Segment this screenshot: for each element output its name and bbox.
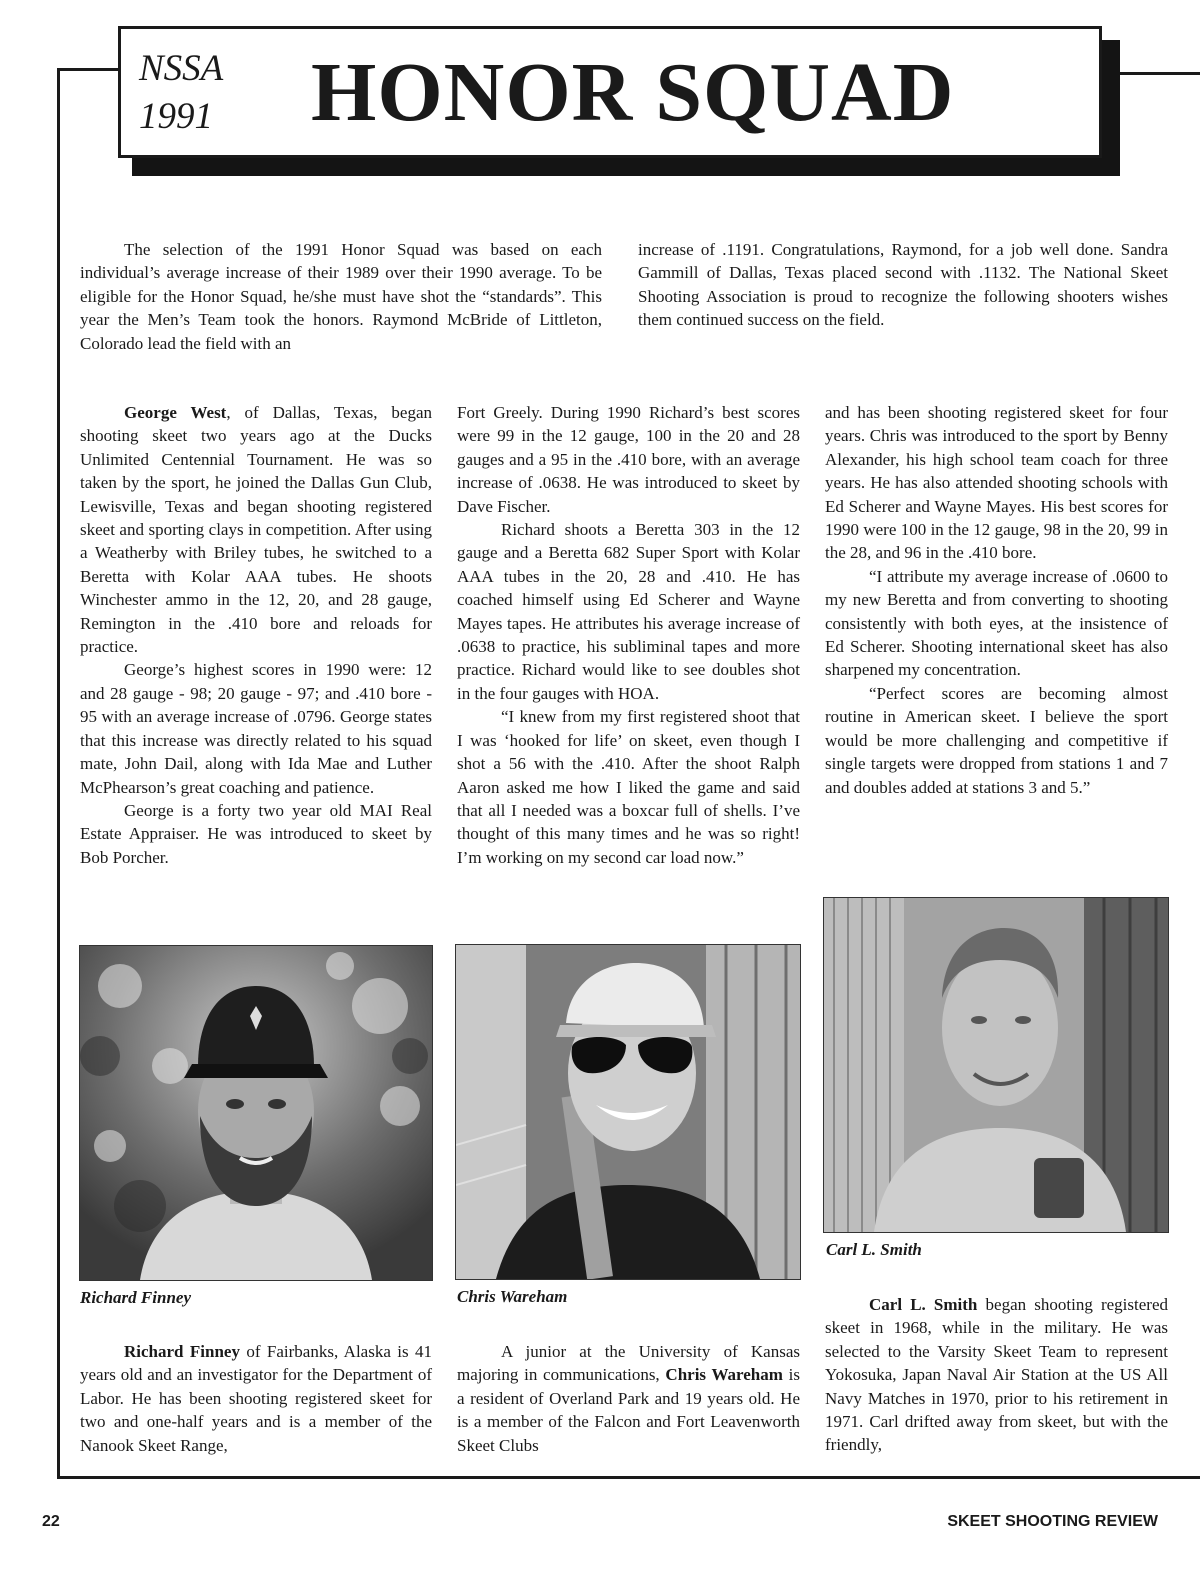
kicker-year: 1991 <box>139 96 213 137</box>
frame-rule-bottom <box>57 1476 1200 1479</box>
frame-rule-top-left <box>57 68 119 71</box>
carl-name: Carl L. Smith <box>869 1295 978 1314</box>
publication-name: SKEET SHOOTING REVIEW <box>947 1513 1158 1530</box>
portrait-older-man-image <box>824 898 1168 1232</box>
caption-richard-finney: Richard Finney <box>80 1288 191 1307</box>
george-paragraph-1 <box>80 401 432 658</box>
chris-paragraph-3: “I attribute my average increase of .0600 to my new Beretta and from converting to shooting consistently with both eyes, at the insistence of Ed Scherer. Shooting international skeet has also sharpened my concentration. <box>825 566 1168 680</box>
caption-carl-l-smith: Carl L. Smith <box>826 1240 922 1259</box>
chris-paragraph-1 <box>457 1340 800 1457</box>
photo-richard-finney <box>79 945 433 1281</box>
title-box <box>118 26 1102 158</box>
richard-paragraph-1-text: of Fairbanks, Alaska is 41 years old and an investigator for the Department of Labor. He has been shooting registered skeet for two and one-half years and is a member of the Nanook Skeet Range, <box>80 1342 432 1455</box>
richard-finney-bio-continued <box>457 401 800 869</box>
richard-paragraph-2: Fort Greely. During 1990 Richard’s best scores were 99 in the 12 gauge, 100 in the 20 and 28 gauges and a 95 in the .410 bore, with an average increase of .0638. He was introduced to skeet by Dave Fischer. <box>457 403 800 516</box>
page-number: 22 <box>42 1513 60 1530</box>
carl-paragraph-1-text: began shooting registered skeet in 1968, while in the military. He was selected to the Varsity Skeet Team to represent Yokosuka, Japan Naval Air Station at the US All Navy Matches in 1970, prior to his retirement in 1971. Carl drifted away from skeet, but with the friendly, <box>825 1295 1168 1455</box>
richard-paragraph-1 <box>80 1340 432 1457</box>
richard-name: Richard Finney <box>124 1342 240 1361</box>
chris-wareham-bio-continued <box>825 401 1168 799</box>
kicker-org: NSSA <box>139 48 224 89</box>
richard-paragraph-4: “I knew from my first registered shoot that I was ‘hooked for life’ on skeet, even though I shot a 56 with the .410. After the shoot Ralph Aaron asked me how I liked the game and said that all I needed was a boxcar full of shells. I’ve thought of this many times and he was so right! I’m working on my second car load now.” <box>457 707 800 867</box>
intro-paragraph-1: The selection of the 1991 Honor Squad was based on each individual’s average increase of their 1989 over their 1990 average. To be eligible for the Honor Squad, he/she must have shot the “standards”. This year the Men’s Team took the honors. Raymond McBride of Littleton, Colorado lead the field with an <box>80 240 602 353</box>
carl-l-smith-bio <box>825 1293 1168 1457</box>
george-paragraph-2: George’s highest scores in 1990 were: 12 and 28 gauge - 98; 20 gauge - 97; and .410 bore - 95 with an average increase of .0796. George states that this increase was directly related to his squad mate, John Dail, along with Ida Mae and Luther McPhearson’s great coaching and patience. <box>80 660 432 797</box>
frame-rule-top-right <box>1118 72 1200 75</box>
carl-paragraph-1 <box>825 1293 1168 1457</box>
page-title: HONOR SQUAD <box>311 46 955 139</box>
intro-column-left <box>80 238 602 355</box>
photo-chris-wareham <box>455 944 801 1280</box>
portrait-man-cap-beard-image <box>80 946 432 1280</box>
george-name: George West <box>124 403 227 422</box>
caption-chris-wareham: Chris Wareham <box>457 1287 568 1306</box>
chris-paragraph-1-lead: A junior at the University of Kansas majoring in communications, <box>457 1342 800 1385</box>
photo-carl-l-smith <box>823 897 1169 1233</box>
chris-name: Chris Wareham <box>665 1365 783 1385</box>
intro-column-right <box>638 238 1168 332</box>
chris-paragraph-1-text: is a resident of Overland Park and 19 years old. He is a member of the Falcon and Fort Leavenworth Skeet Clubs <box>457 1365 801 1455</box>
richard-finney-bio <box>80 1340 432 1457</box>
george-paragraph-3: George is a forty two year old MAI Real Estate Appraiser. He was introduced to skeet by Bob Porcher. <box>80 800 432 867</box>
portrait-young-man-sunglasses-image <box>456 945 800 1279</box>
intro-paragraph-2: increase of .1191. Congratulations, Raymond, for a job well done. Sandra Gammill of Dallas, Texas placed second with .1132. The National Skeet Shooting Association is proud to recognize the following shooters wishes them continued success on the field. <box>638 240 1168 330</box>
richard-paragraph-3: Richard shoots a Beretta 303 in the 12 gauge and a Beretta 682 Super Sport with Kolar AAA tubes in the 20, 28 and .410. He has coached himself using Ed Scherer and Wayne Mayes tapes. He attributes his average increase of .0638 to practice, his subliminal tapes and more practice. Richard would like to see doubles shot in the four gauges with HOA. <box>457 520 800 703</box>
frame-rule-left <box>57 68 60 1478</box>
chris-wareham-bio <box>457 1340 800 1457</box>
george-west-bio <box>80 401 432 869</box>
chris-paragraph-2: and has been shooting registered skeet for four years. Chris was introduced to the sport by Benny Alexander, his high school team coach for three years. He has also attended shooting schools with Ed Scherer and Wayne Mayes. His best scores for 1990 were 100 in the 12 gauge, 98 in the 20, 99 in the 28, and 96 in the .410 bore. <box>825 403 1168 563</box>
chris-paragraph-4: “Perfect scores are becoming almost routine in American skeet. I believe the sport would be more challenging and competitive if single targets were dropped from stations 1 and 7 and doubles added at stations 3 and 5.” <box>825 683 1168 797</box>
george-paragraph-1-text: , of Dallas, Texas, began shooting skeet two years ago at the Ducks Unlimited Centennial Tournament. He was so taken by the sport, he joined the Dallas Gun Club, Lewisville, Texas and began shooting registered skeet and sporting clays in competition. After using a Weatherby with Briley tubes, he switched to a Beretta with Kolar AAA tubes. He shoots Winchester ammo in the 12, 20, and 28 gauge, Remington in the .410 bore and reloads for practice. <box>80 403 432 657</box>
